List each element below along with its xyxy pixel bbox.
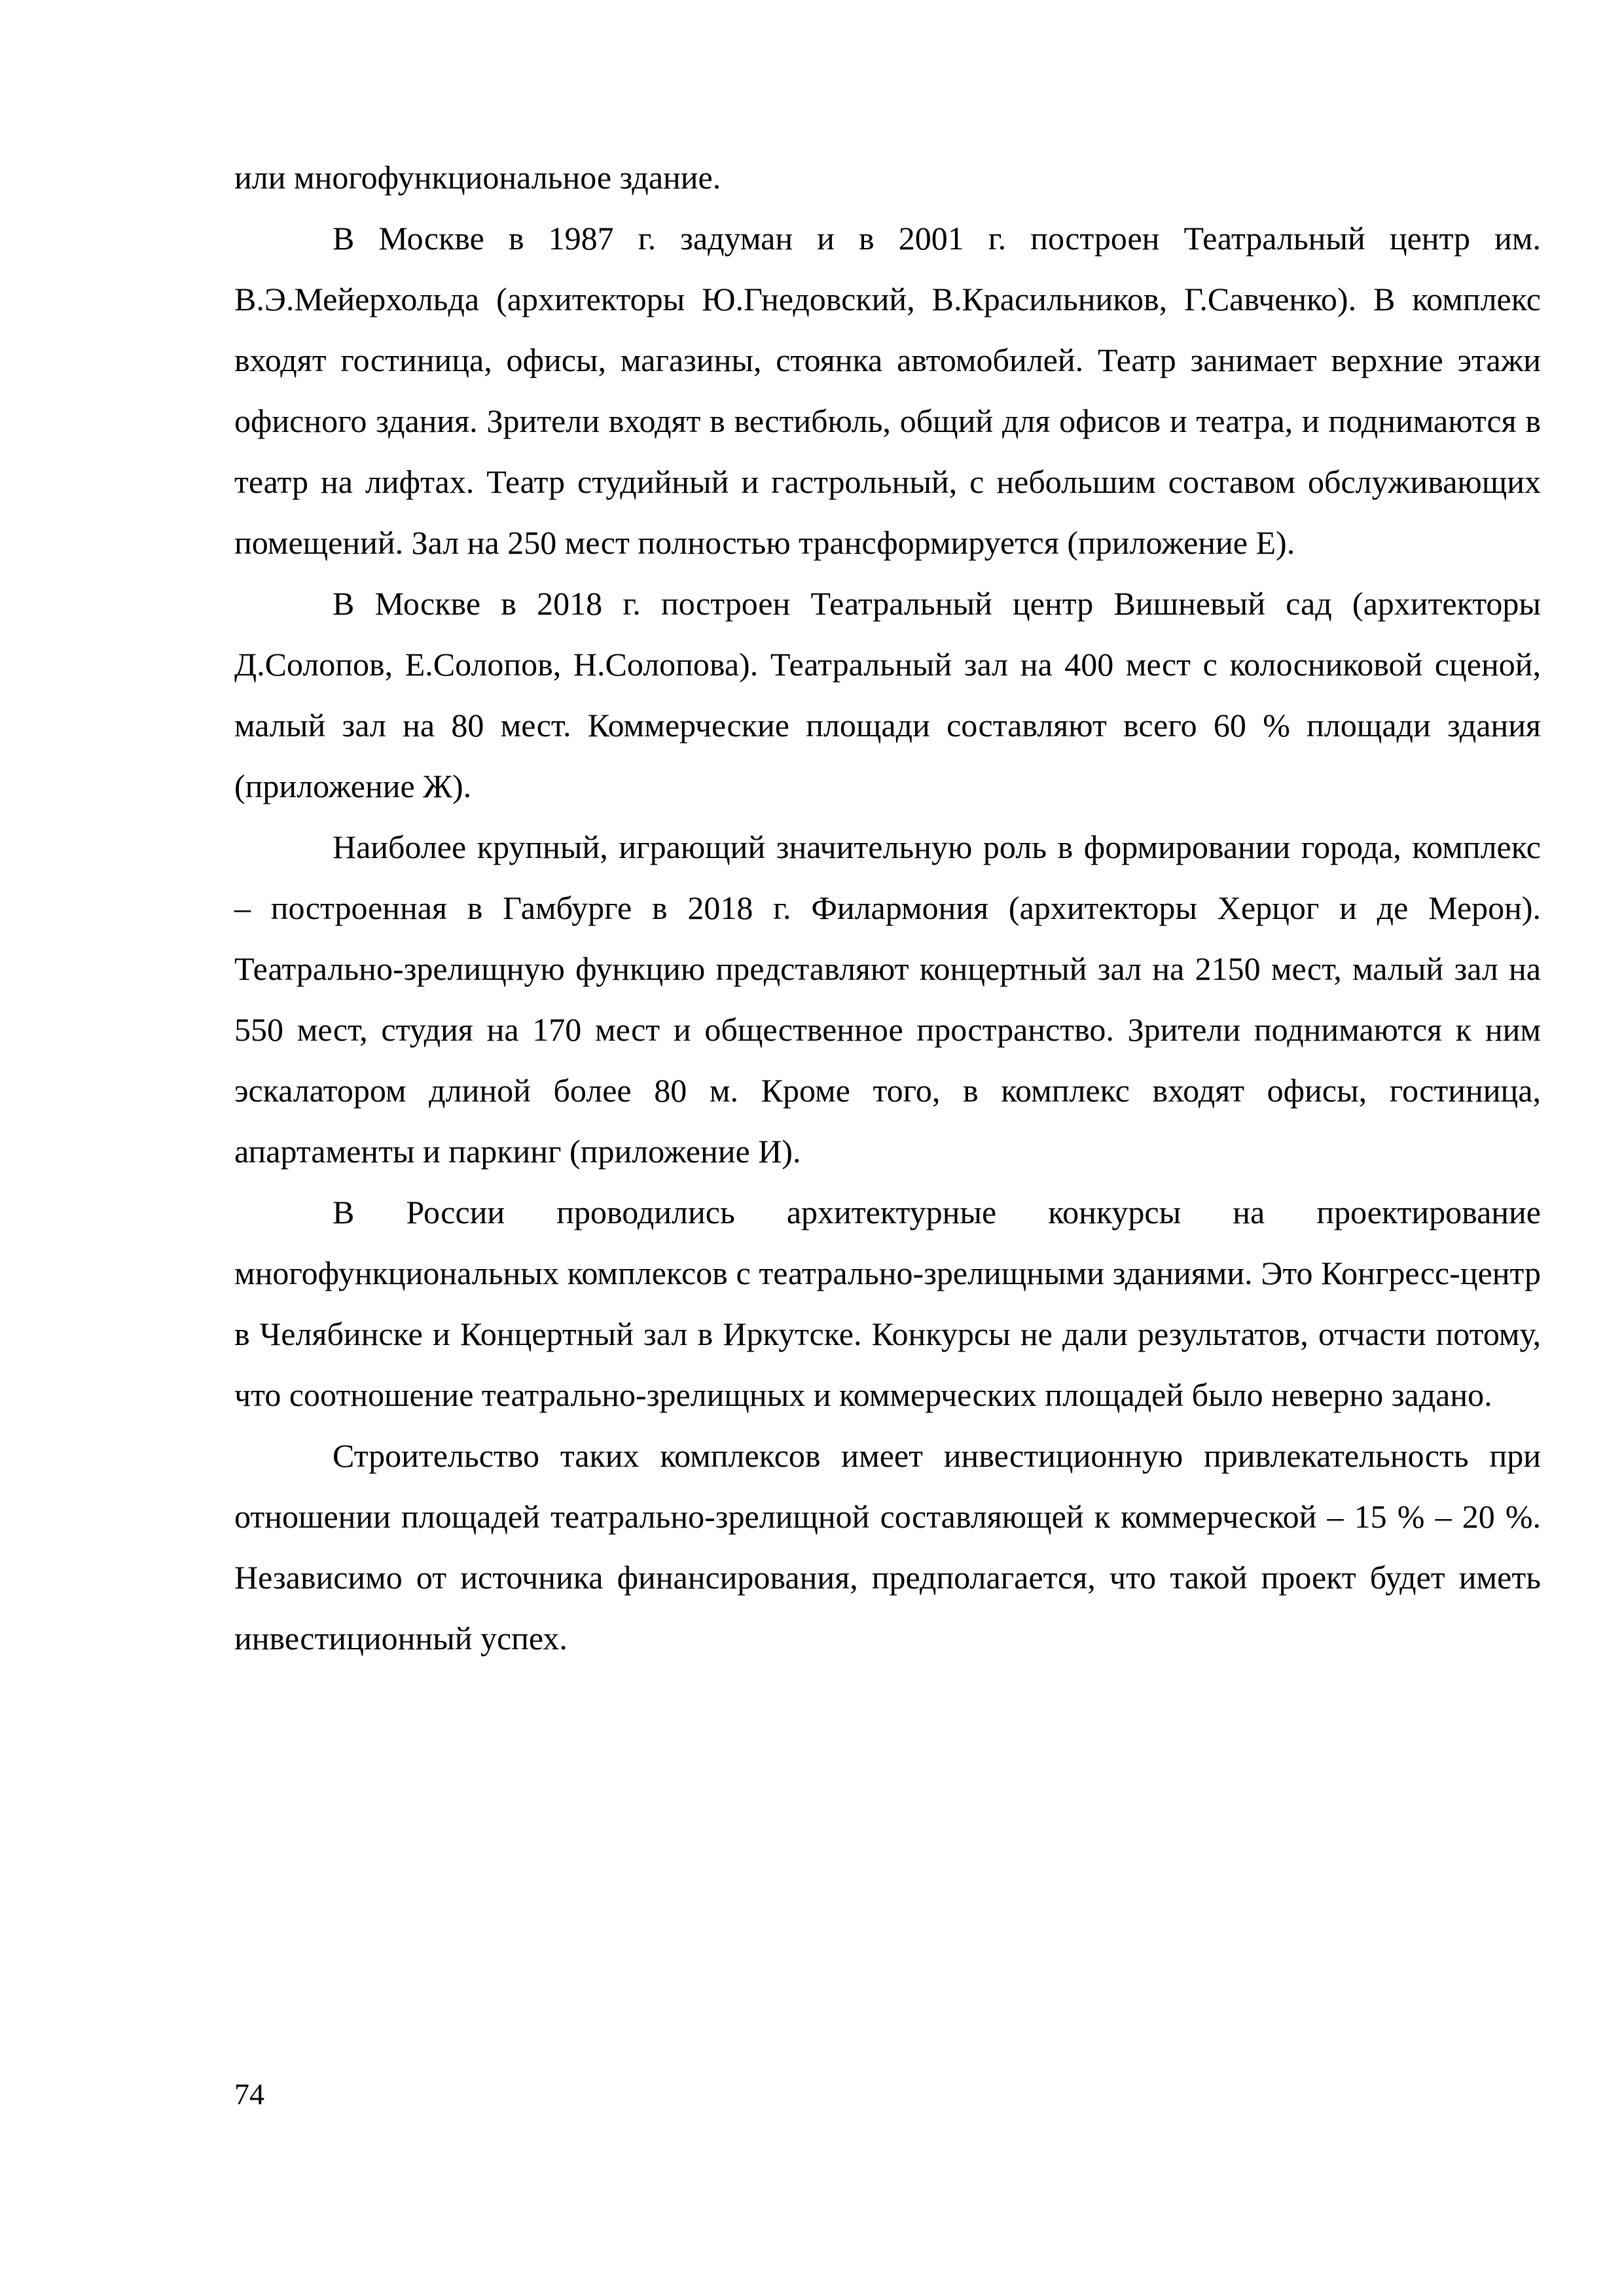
paragraph-cherry-orchard-center: В Москве в 2018 г. построен Театральный центр Вишневый сад (архитекторы Д.Солопов, Е.Солопов, Н.Солопова). Театральный зал на 400 мест с колосниковой сценой, малый зал на 80 мест. Коммерческие площади составляют всего 60 % площади здания (приложение Ж). [234, 585, 1541, 804]
page-number: 74 [234, 2077, 264, 2111]
paragraph-investment: Строительство таких комплексов имеет инвестиционную привлекательность при отношении площадей театрально-зрелищной составляющей к коммерческой – 15 % – 20 %. Независимо от источника финансирования, предполагается, что такой проект будет иметь инвестиционный успех. [234, 1437, 1541, 1657]
body-text [234, 147, 1541, 1669]
paragraph-russian-competitions: В России проводились архитектурные конкурсы на проектирование многофункциональных комплексов с театрально-зрелищными зданиями. Это Конгресс-центр в Челябинске и Концертный зал в Иркутске. Конкурсы не дали результатов, отчасти потому, что соотношение театрально-зрелищных и коммерческих площадей было неверно задано. [234, 1194, 1541, 1413]
paragraph-meyerhold-center: В Москве в 1987 г. задуман и в 2001 г. построен Театральный центр им. В.Э.Мейерхольда (архитекторы Ю.Гнедовский, В.Красильников, Г.Савченко). В комплекс входят гостиница, офисы, магазины, стоянка автомобилей. Театр занимает верхние этажи офисного здания. Зрители входят в вестибюль, общий для офисов и театра, и поднимаются в театр на лифтах. Театр студийный и гастрольный, с небольшим составом обслуживающих помещений. Зал на 250 мест полностью трансформируется (приложение Е). [234, 220, 1541, 561]
paragraph-hamburg-philharmonic: Наиболее крупный, играющий значительную роль в формировании города, комплекс – построенная в Гамбурге в 2018 г. Филармония (архитекторы Херцог и де Мерон). Театрально-зрелищную функцию представляют концертный зал на 2150 мест, малый зал на 550 мест, студия на 170 мест и общественное пространство. Зрители поднимаются к ним эскалатором длиной более 80 м. Кроме того, в комплекс входят офисы, гостиница, апартаменты и паркинг (приложение И). [234, 829, 1541, 1170]
paragraph-continuation: или многофункциональное здание. [234, 159, 721, 196]
